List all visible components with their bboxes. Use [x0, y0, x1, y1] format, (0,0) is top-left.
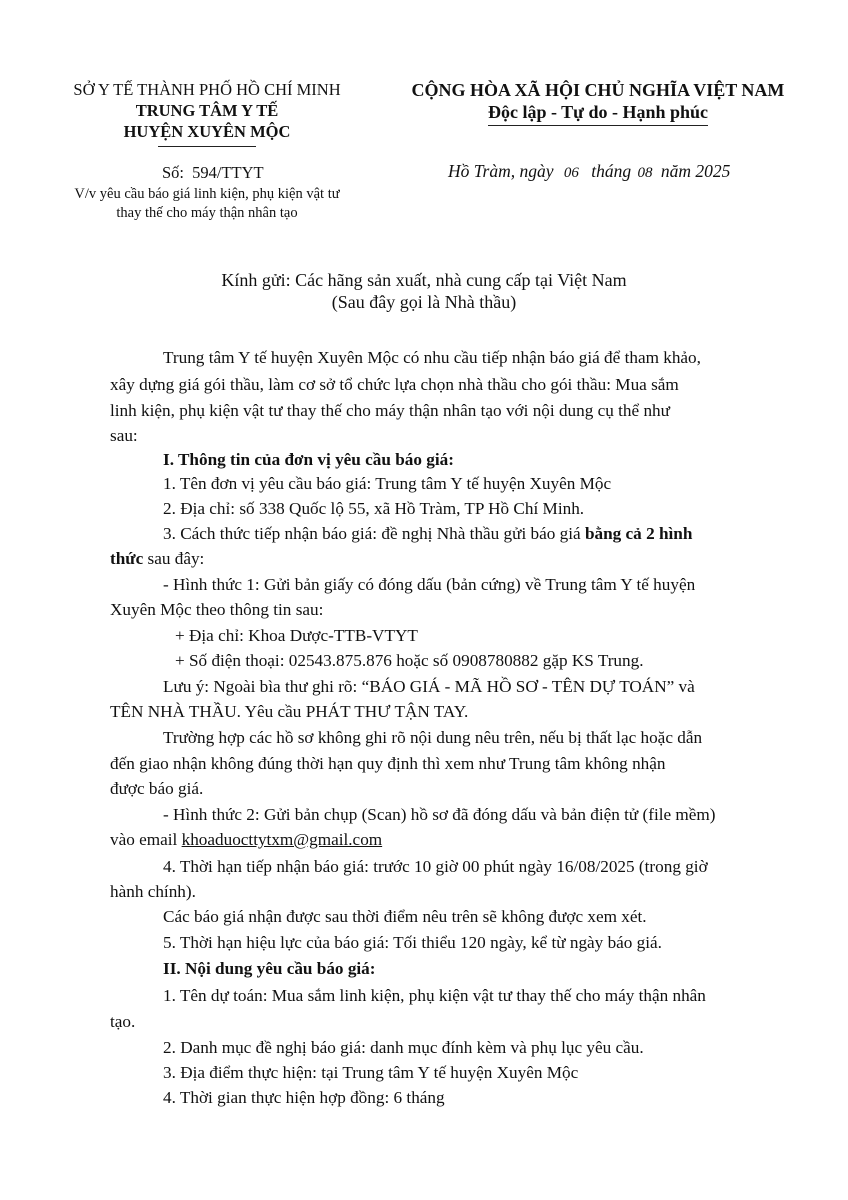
s2-item-3: 3. Địa điểm thực hiện: tại Trung tâm Y tế huyện Xuyên Mộc: [163, 1063, 579, 1082]
document-number: [162, 163, 264, 183]
s1-item-3-bold-cont: thức: [110, 549, 144, 568]
section-2-title: II. Nội dung yêu cầu báo giá:: [163, 959, 376, 978]
subject-line-1: V/v yêu cầu báo giá linh kiện, phụ kiện vật tư: [74, 186, 340, 202]
form-1-line-1: - Hình thức 1: Gửi bản giấy có đóng dấu (bản cứng) về Trung tâm Y tế huyện: [163, 575, 696, 594]
s1-item-4-line-2: hành chính).: [110, 882, 196, 901]
s1-item-4-line-1: 4. Thời hạn tiếp nhận báo giá: trước 10 giờ 00 phút ngày 16/08/2025 (trong giờ: [163, 857, 708, 876]
note-line-1: Lưu ý: Ngoài bìa thư ghi rõ: “BÁO GIÁ - MÃ HỒ SƠ - TÊN DỰ TOÁN” và: [163, 677, 695, 696]
year-label: năm 2025: [660, 161, 731, 181]
note-line-2: TÊN NHÀ THẦU. Yêu cầu PHÁT THƯ TẬN TAY.: [110, 702, 469, 721]
s2-item-1-line-2: tạo.: [110, 1012, 136, 1031]
date-day: 06: [563, 165, 579, 181]
case-line-2: đến giao nhận không đúng thời hạn quy định thì xem như Trung tâm không nhận: [110, 754, 666, 773]
intro-line-3: linh kiện, phụ kiện vật tư thay thế cho máy thận nhân tạo với nội dung cụ thể như: [110, 401, 670, 420]
intro-line-2: xây dựng giá gói thầu, làm cơ sở tổ chức lựa chọn nhà thầu cho gói thầu: Mua sắm: [110, 375, 679, 394]
subject-line-2: thay thế cho máy thận nhân tạo: [116, 205, 298, 221]
place-date: [448, 160, 730, 184]
section-1-title: I. Thông tin của đơn vị yêu cầu báo giá:: [163, 450, 454, 469]
intro-line-4: sau:: [110, 426, 138, 445]
salutation-line-1: Kính gửi: Các hãng sản xuất, nhà cung cấp tại Việt Nam: [221, 270, 627, 290]
s1-item-1: 1. Tên đơn vị yêu cầu báo giá: Trung tâm Y tế huyện Xuyên Mộc: [163, 474, 612, 493]
form-2-line-2: [0, 829, 848, 851]
email-prefix: vào email: [110, 830, 182, 849]
month-label: tháng: [591, 161, 632, 181]
s1-item-3-tail: sau đây:: [143, 549, 205, 568]
s1-item-4-line-3: Các báo giá nhận được sau thời điểm nêu trên sẽ không được xem xét.: [163, 907, 647, 926]
agency-name: TRUNG TÂM Y TẾ: [135, 101, 279, 120]
s1-item-3-text: 3. Cách thức tiếp nhận báo giá: đề nghị Nhà thầu gửi báo giá: [163, 524, 585, 543]
s1-item-5: 5. Thời hạn hiệu lực của báo giá: Tối thiểu 120 ngày, kể từ ngày báo giá.: [163, 933, 662, 952]
place-date-label: Hồ Tràm, ngày: [448, 161, 554, 181]
form-1-line-2: Xuyên Mộc theo thông tin sau:: [110, 600, 324, 619]
form-1-address: + Địa chỉ: Khoa Dược-TTB-VTYT: [175, 626, 418, 645]
s2-item-4: 4. Thời gian thực hiện hợp đồng: 6 tháng: [163, 1088, 445, 1107]
s2-item-1-line-1: 1. Tên dự toán: Mua sắm linh kiện, phụ kiện vật tư thay thế cho máy thận nhân: [163, 986, 706, 1005]
date-month: 08: [637, 165, 653, 181]
national-title: CỘNG HÒA XÃ HỘI CHỦ NGHĨA VIỆT NAM: [411, 80, 785, 100]
so-label: Số:: [162, 163, 185, 182]
s1-item-2: 2. Địa chỉ: số 338 Quốc lộ 55, xã Hồ Tràm, TP Hồ Chí Minh.: [163, 499, 585, 518]
form-2-line-1: - Hình thức 2: Gửi bản chụp (Scan) hồ sơ đã đóng dấu và bản điện tử (file mềm): [163, 805, 716, 824]
s1-item-3-bold: bằng cả 2 hình: [584, 524, 693, 543]
s2-item-2: 2. Danh mục đề nghị báo giá: danh mục đính kèm và phụ lục yêu cầu.: [163, 1038, 644, 1057]
motto-underline: [488, 125, 708, 126]
case-line-3: được báo giá.: [110, 779, 204, 798]
so-value: 594/TTYT: [192, 163, 264, 182]
agency-parent: SỞ Y TẾ THÀNH PHỐ HỒ CHÍ MINH: [73, 80, 341, 99]
agency-underline: [158, 146, 256, 147]
case-line-1: Trường hợp các hồ sơ không ghi rõ nội dung nêu trên, nếu bị thất lạc hoặc dẫn: [163, 728, 703, 747]
s1-item-3: [0, 523, 848, 545]
national-motto: Độc lập - Tự do - Hạnh phúc: [487, 102, 709, 122]
form-1-phone: + Số điện thoại: 02543.875.876 hoặc số 0908780882 gặp KS Trung.: [175, 651, 644, 670]
salutation-line-2: (Sau đây gọi là Nhà thầu): [331, 292, 517, 312]
email-link[interactable]: khoaduocttytxm@gmail.com: [181, 830, 383, 849]
s1-item-3-cont: [0, 548, 848, 570]
agency-district: HUYỆN XUYÊN MỘC: [123, 122, 291, 141]
intro-line-1: Trung tâm Y tế huyện Xuyên Mộc có nhu cầu tiếp nhận báo giá để tham khảo,: [163, 348, 701, 367]
